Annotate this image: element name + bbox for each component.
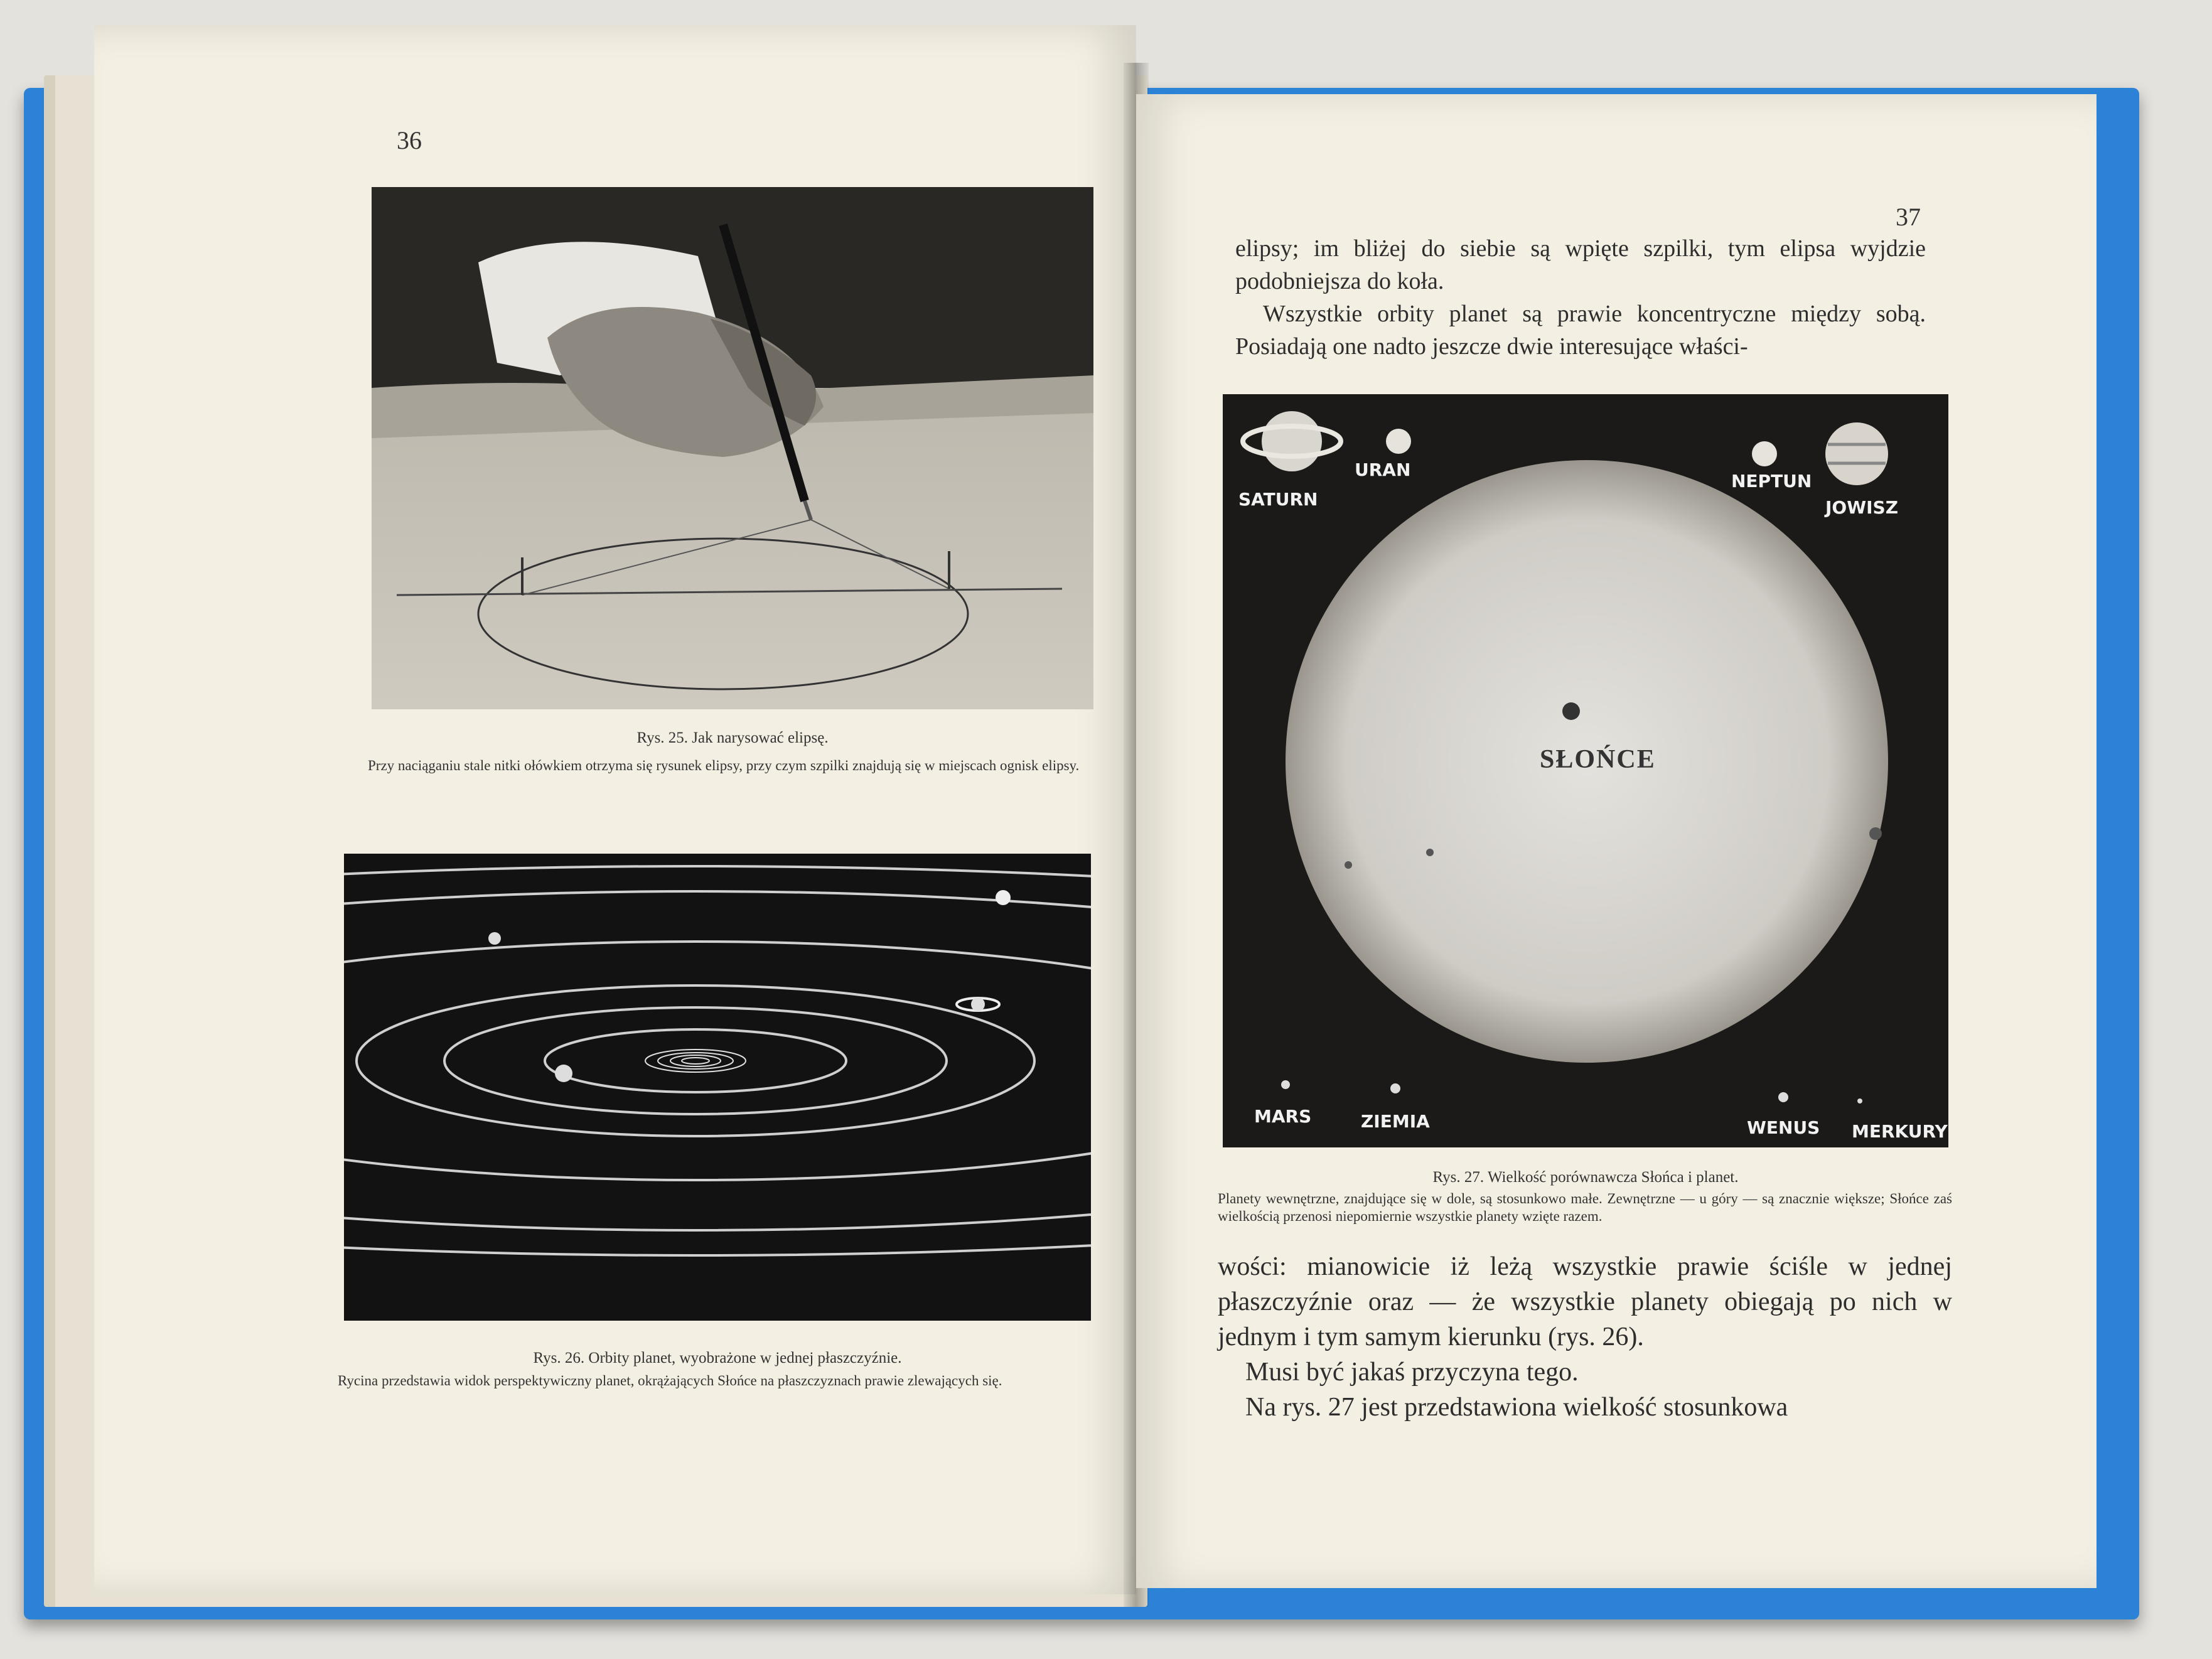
figure-26-title: Rys. 26. Orbity planet, wyobrażone w jednej płaszczyźnie. <box>533 1350 902 1366</box>
figure-27-sun-planets <box>1223 394 1948 1147</box>
page-number-left: 36 <box>397 126 422 154</box>
label-uran: URAN <box>1355 459 1411 480</box>
uranus-icon <box>1386 429 1411 454</box>
jupiter-icon <box>1825 422 1888 485</box>
page-number-right: 37 <box>1896 203 1921 231</box>
paragraph-1: elipsy; im bliżej do siebie są wpięte szpilki, tym elipsa wyjdzie podobniejsza do koła. <box>1235 235 1926 294</box>
label-mars: MARS <box>1254 1106 1312 1127</box>
paragraph-3: wości: mianowicie iż leżą wszystkie prawie ściśle w jednej płaszczyźnie oraz — że wszystkie planety obiegają po nich w jednym i tym samym kierunku (rys. 26). <box>1218 1252 1952 1351</box>
figure-25-caption: Przy naciąganiu stale nitki ołówkiem otrzyma się rysunek elipsy, przy czym szpilki znajdują się w miejscach ognisk elipsy. <box>368 758 1080 773</box>
mars-icon <box>1281 1080 1290 1089</box>
figure-26-caption: Rycina przedstawia widok perspektywiczny planet, okrążających Słońce na płaszczyznach prawie zlewających się. <box>338 1373 1002 1388</box>
label-neptun: NEPTUN <box>1731 471 1812 491</box>
label-merkury: MERKURY <box>1852 1121 1948 1142</box>
figure-25-title: Rys. 25. Jak narysować elipsę. <box>636 729 829 746</box>
paragraph-4: Musi być jakaś przyczyna tego. <box>1245 1358 1579 1387</box>
paragraph-2: Wszystkie orbity planet są prawie koncentryczne między sobą. Posiadają one nadto jeszcze dwie interesujące właści- <box>1235 301 1926 360</box>
mercury-icon <box>1857 1098 1862 1103</box>
neptune-icon <box>1752 441 1777 466</box>
label-saturn: SATURN <box>1238 489 1318 510</box>
label-wenus: WENUS <box>1747 1117 1820 1138</box>
figure-25-photo <box>372 187 1093 709</box>
right-page-top-text <box>1235 232 1926 363</box>
figure-26-orbits <box>344 854 1091 1321</box>
label-jowisz: JOWISZ <box>1825 497 1898 518</box>
earth-icon <box>1390 1083 1400 1093</box>
paragraph-5: Na rys. 27 jest przedstawiona wielkość stosunkowa <box>1245 1393 1788 1422</box>
label-sun: SŁOŃCE <box>1540 745 1656 774</box>
label-ziemia: ZIEMIA <box>1361 1111 1430 1132</box>
venus-icon <box>1778 1092 1788 1102</box>
figure-27-caption: Planety wewnętrzne, znajdujące się w dole, są stosunkowo małe. Zewnętrzne — u góry — są znacznie większe; Słońce zaś wielkością przenosi niepomiernie wszystkie planety wzięte razem. <box>1218 1191 1952 1224</box>
figure-27-title: Rys. 27. Wielkość porównawcza Słońca i planet. <box>1432 1169 1739 1186</box>
right-page-bottom-text <box>1218 1249 1952 1425</box>
